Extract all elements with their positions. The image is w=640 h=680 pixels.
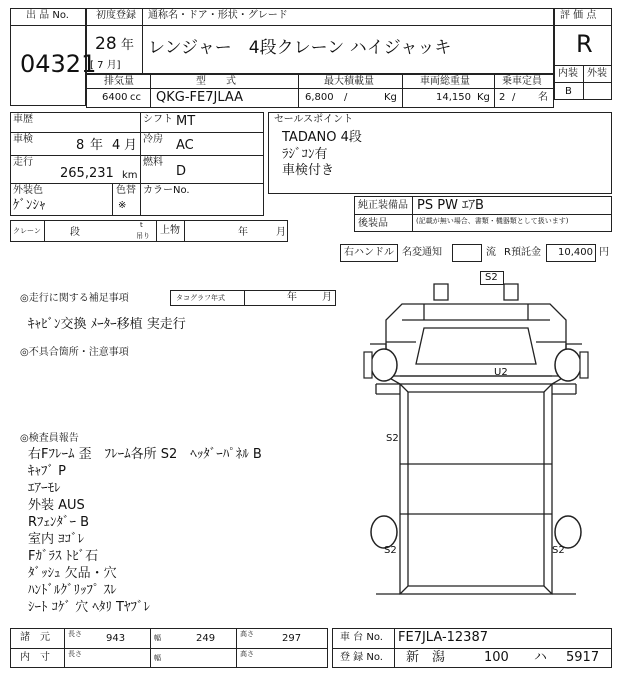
tacho-month: 月 (322, 292, 332, 303)
payload-sep: / (344, 92, 348, 103)
inspector-line-2: ｷｬﾌﾞ P (28, 464, 66, 479)
chassis-label: 車 台 No. (340, 632, 383, 643)
shift-value: MT (176, 114, 196, 129)
inspection-label: 車検 (13, 134, 33, 145)
displacement-label: 排気量 (104, 76, 134, 87)
rating-grade: R (576, 30, 593, 58)
after-equipment-note: (記載が無い場合、書類・機器類として扱います) (416, 217, 569, 225)
tacho-label: タコグラフ年式 (176, 294, 225, 302)
recycle-value: 10,400 (558, 247, 593, 258)
payload-unit: Kg (384, 92, 397, 103)
inspector-line-6: 室内 ﾖｺﾞﾚ (28, 532, 85, 547)
displacement-unit: cc (130, 92, 141, 103)
plate-class: 100 (484, 650, 509, 665)
capacity-label: 乗車定員 (502, 76, 542, 87)
gross-weight-value: 14,150 (436, 92, 471, 103)
name-change-box (452, 244, 482, 262)
inspector-line-9: ﾊﾝﾄﾞﾙｸﾞﾘｯﾌﾟ ｽﾚ (28, 583, 117, 598)
color-value: ｹﾞﾝｼｬ (13, 198, 46, 213)
gross-weight-label: 車両総重量 (420, 76, 470, 87)
gross-weight-unit: Kg (477, 92, 490, 103)
supplement-text: ｷｬﾋﾞﾝ交換 ﾒｰﾀｰ移植 実走行 (28, 317, 186, 332)
truck-diagram (340, 264, 612, 628)
crane-month-unit: 月 (276, 227, 286, 238)
std-equipment-label: 純正装備品 (358, 200, 408, 211)
inspection-month-unit: 月 (124, 138, 138, 153)
rating-label: 評 価 点 (560, 10, 597, 21)
inspector-line-1: 右Fﾌﾚｰﾑ 歪 ﾌﾚｰﾑ各所 S2 ﾍｯﾀﾞｰﾊﾟﾈﾙ B (28, 447, 262, 462)
after-equipment-label: 後装品 (358, 218, 388, 229)
size-label: 諸 元 (20, 632, 50, 643)
inspector-line-8: ﾀﾞｯｼｭ 欠品・穴 (28, 566, 117, 581)
inspector-line-7: Fｶﾞﾗｽ ﾄﾋﾞ石 (28, 549, 99, 564)
inspector-line-3: ｴｱｰﾓﾚ (28, 481, 61, 496)
payload-value: 6,800 (305, 92, 334, 103)
capacity-unit: 名 (538, 92, 548, 103)
defects-title: ◎不具合箇所・注意事項 (20, 347, 129, 358)
length-label: 長さ (68, 630, 82, 638)
tacho-year: 年 (287, 292, 297, 303)
chassis-value: FE7JLA-12387 (398, 630, 488, 645)
color-label: 外装色 (13, 185, 43, 196)
sales-point-label: セールスポイント (274, 114, 354, 125)
ac-label: 冷房 (143, 134, 163, 145)
inspection-year: 8 (76, 138, 85, 153)
history-label: 車歴 (13, 114, 33, 125)
capacity-value: 2 (499, 92, 506, 103)
interior-length-label: 長さ (68, 650, 82, 658)
crane-ton-unit: t (140, 221, 143, 229)
interior-grade-label: 内装 (558, 68, 578, 79)
type-value: QKG-FE7JLAA (156, 90, 244, 105)
model-label: 通称名・ドア・形状・グレード (148, 10, 288, 21)
type-label: 型 式 (196, 76, 236, 87)
recycle-unit: 円 (599, 247, 609, 258)
mileage-value: 265,231 (60, 166, 114, 181)
first-reg-label: 初度登録 (96, 10, 136, 21)
mileage-label: 走行 (13, 157, 33, 168)
sales-point-1: TADANO 4段 (282, 130, 362, 145)
inspector-title: ◎検査員報告 (20, 433, 79, 444)
inspector-line-4: 外装 AUS (28, 498, 85, 513)
exterior-grade-label: 外装 (587, 68, 607, 79)
sales-point-2: ﾗｼﾞｺﾝ有 (282, 147, 328, 162)
damage-mark-bottom-left: S2 (384, 545, 397, 556)
details-box (10, 112, 264, 216)
damage-mark-bottom-right: S2 (552, 545, 565, 556)
sales-point-3: 車検付き (282, 163, 335, 178)
vehicle-title: レンジャー 4段クレーン ハイジャッキ (148, 38, 452, 58)
crane-year-unit: 年 (238, 227, 248, 238)
std-equipment: PS PW ｴｱB (417, 198, 484, 213)
damage-mark-cab: U2 (494, 367, 508, 378)
inspection-year-unit: 年 (90, 138, 104, 153)
lot-number: 04321 (20, 50, 97, 78)
first-reg-month: [ 7 月] (90, 60, 121, 71)
height-label: 高さ (240, 630, 254, 638)
name-change-label: 名変通知 (402, 247, 442, 258)
inspector-line-10: ｼｰﾄ ｺｹﾞ 穴 ﾍﾀﾘ Tﾔﾌﾞﾚ (28, 600, 150, 615)
crane-steps-unit: 段 (70, 227, 80, 238)
fuel-label: 燃料 (143, 157, 163, 168)
first-reg-year: 28 (95, 34, 117, 54)
inspection-month: 4 (112, 138, 121, 153)
crane-year-label: 上物 (160, 225, 180, 236)
fuel-value: D (176, 164, 187, 179)
name-change-mark: 流 (486, 247, 496, 258)
crane-label: クレーン (13, 227, 41, 235)
damage-mark-top: S2 (485, 272, 498, 283)
color-code-label: カラーNo. (143, 185, 190, 196)
plate-number: 5917 (566, 650, 600, 665)
shift-label: シフト (143, 114, 173, 125)
interior-height-label: 高さ (240, 650, 254, 658)
lot-number-label: 出 品 No. (26, 10, 69, 21)
plate-label: 登 録 No. (340, 652, 383, 663)
ac-value: AC (176, 138, 194, 153)
plate-kana: ハ (534, 650, 548, 665)
inspector-line-5: Rﾌｪﾝﾀﾞｰ B (28, 515, 90, 530)
mileage-unit: km (122, 170, 138, 181)
interior-width-label: 幅 (154, 654, 161, 662)
supplement-title: ◎走行に関する補足事項 (20, 293, 129, 304)
color-change-mark: ※ (118, 200, 127, 211)
steering-value: 右ハンドル (344, 247, 394, 258)
displacement-value: 6400 (102, 92, 128, 103)
damage-mark-left: S2 (386, 433, 399, 444)
length-value: 943 (106, 633, 126, 644)
plate-region: 新 潟 (406, 650, 446, 665)
height-value: 297 (282, 633, 302, 644)
color-change-label: 色替 (116, 185, 136, 196)
interior-size-label: 内 寸 (20, 652, 50, 663)
interior-grade: B (565, 86, 572, 97)
width-value: 249 (196, 633, 216, 644)
width-label: 幅 (154, 634, 161, 642)
recycle-label: R預託金 (504, 247, 541, 258)
payload-label: 最大積載量 (324, 76, 374, 87)
first-reg-year-unit: 年 (121, 38, 135, 53)
crane-lift-unit: 吊り (136, 232, 150, 240)
capacity-sep: / (512, 92, 516, 103)
